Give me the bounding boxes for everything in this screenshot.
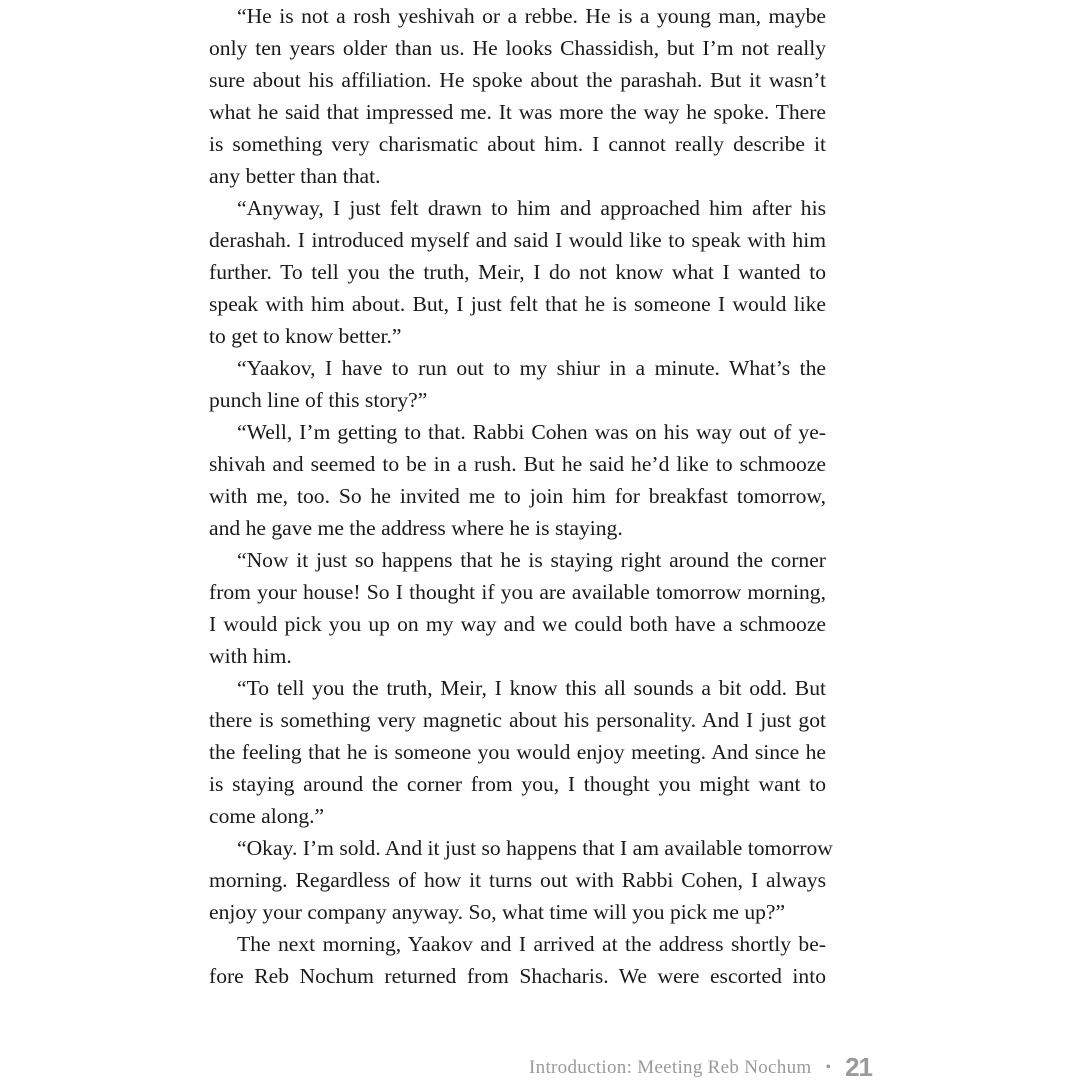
- text-line: there is something very magnetic about his personality. And I just got: [209, 708, 826, 732]
- text-line: with me, too. So he invited me to join him for breakfast tomorrow,: [209, 484, 826, 508]
- text-line: enjoy your company anyway. So, what time will you pick me up?”: [209, 900, 786, 924]
- text-line: sure about his affiliation. He spoke about the parashah. But it wasn’t: [209, 68, 826, 92]
- text-line: any better than that.: [209, 164, 381, 188]
- text-line: only ten years older than us. He looks Chassidish, but I’m not really: [209, 36, 826, 60]
- page-footer: [529, 1052, 872, 1083]
- text-line: “Yaakov, I have to run out to my shiur in a minute. What’s the: [237, 356, 826, 380]
- body-text: [209, 0, 833, 992]
- text-line: “Okay. I’m sold. And it just so happens that I am available tomorrow: [237, 836, 833, 860]
- text-line: to get to know better.”: [209, 324, 402, 348]
- text-line: “Anyway, I just felt drawn to him and approached him after his: [237, 196, 826, 220]
- text-line: morning. Regardless of how it turns out with Rabbi Cohen, I always: [209, 868, 826, 892]
- text-line: speak with him about. But, I just felt that he is someone I would like: [209, 292, 826, 316]
- text-line: is something very charismatic about him. I cannot really describe it: [209, 132, 826, 156]
- page-number: 21: [845, 1052, 872, 1082]
- text-line: is staying around the corner from you, I thought you might want to: [209, 772, 826, 796]
- text-line: The next morning, Yaakov and I arrived at the address shortly be-: [237, 932, 826, 956]
- text-line: the feeling that he is someone you would enjoy meeting. And since he: [209, 740, 826, 764]
- text-line: shivah and seemed to be in a rush. But he said he’d like to schmooze: [209, 452, 826, 476]
- text-line: “To tell you the truth, Meir, I know this all sounds a bit odd. But: [237, 676, 826, 700]
- text-line: “He is not a rosh yeshivah or a rebbe. He is a young man, maybe: [237, 4, 826, 28]
- text-line: from your house! So I thought if you are available tomorrow morning,: [209, 580, 826, 604]
- text-line: “Now it just so happens that he is staying right around the corner: [237, 548, 826, 572]
- running-title: Introduction: Meeting Reb Nochum: [529, 1056, 812, 1078]
- text-line: fore Reb Nochum returned from Shacharis. We were escorted into: [209, 964, 826, 988]
- text-line: further. To tell you the truth, Meir, I do not know what I wanted to: [209, 260, 826, 284]
- text-line: “Well, I’m getting to that. Rabbi Cohen was on his way out of ye-: [237, 420, 826, 444]
- text-line: punch line of this story?”: [209, 388, 428, 412]
- footer-separator: •: [825, 1058, 832, 1076]
- text-line: what he said that impressed me. It was more the way he spoke. There: [209, 100, 826, 124]
- text-line: with him.: [209, 644, 292, 668]
- text-line: derashah. I introduced myself and said I would like to speak with him: [209, 228, 826, 252]
- text-line: I would pick you up on my way and we could both have a schmooze: [209, 612, 826, 636]
- text-line: come along.”: [209, 804, 325, 828]
- text-line: and he gave me the address where he is staying.: [209, 516, 623, 540]
